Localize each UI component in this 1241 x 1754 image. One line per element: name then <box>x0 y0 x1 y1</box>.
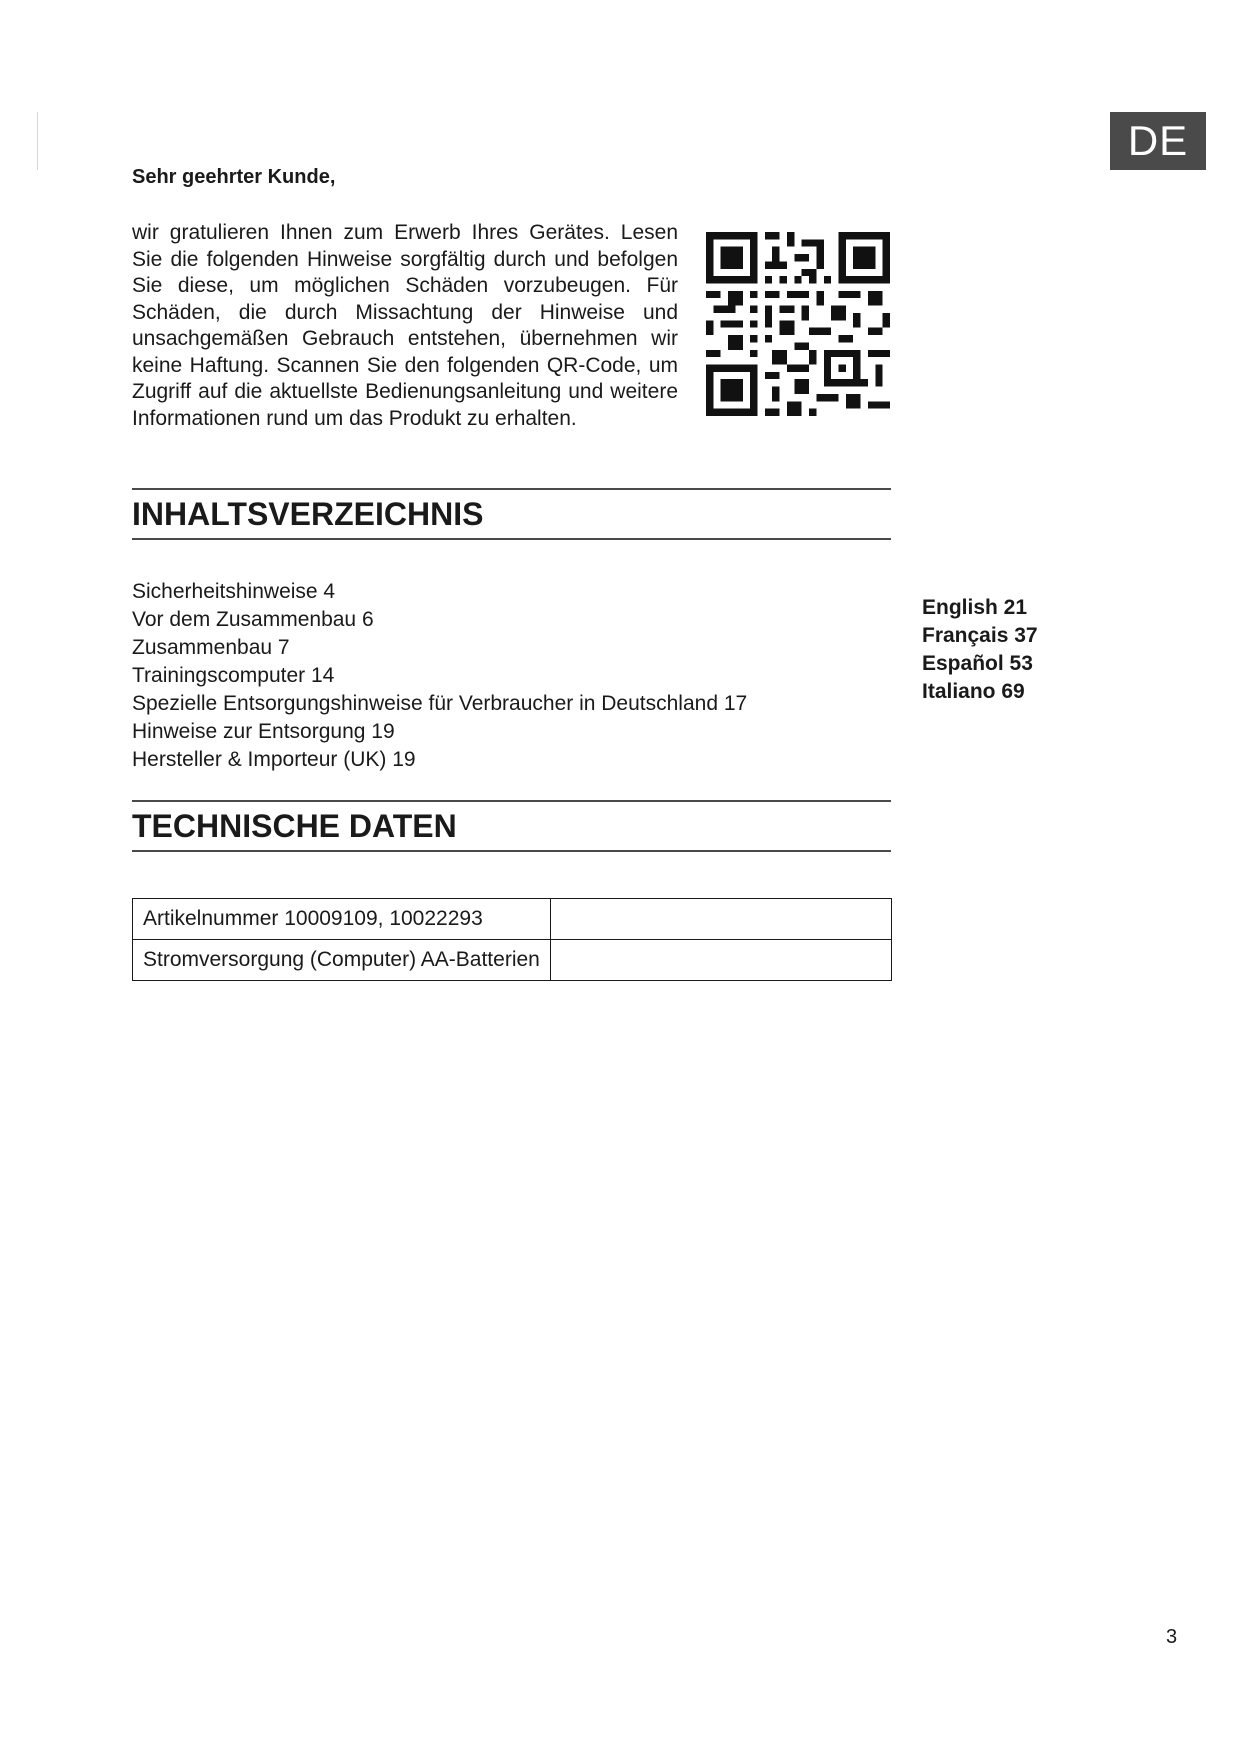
language-index <box>922 594 1038 706</box>
toc-item[interactable]: Trainingscomputer 14 <box>132 664 335 687</box>
spec-label: Artikelnummer <box>143 907 279 930</box>
language-link-spanish[interactable]: Español 53 <box>922 652 1033 675</box>
spec-value: 10009109, 10022293 <box>284 907 483 930</box>
specs-top-rule <box>132 800 891 802</box>
language-badge: DE <box>1110 112 1206 170</box>
language-link-italian[interactable]: Italiano 69 <box>922 680 1025 703</box>
language-link-english[interactable]: English 21 <box>922 596 1028 619</box>
spec-cell-empty <box>550 940 891 981</box>
toc-item[interactable]: Spezielle Entsorgungshinweise für Verbraucher in Deutschland 17 <box>132 692 748 715</box>
spec-cell <box>133 940 551 981</box>
page-edge-line <box>37 112 38 170</box>
spec-cell <box>133 899 551 940</box>
spec-cell-empty <box>550 899 891 940</box>
toc-item[interactable]: Hersteller & Importeur (UK) 19 <box>132 748 416 771</box>
toc-item[interactable]: Hinweise zur Entsorgung 19 <box>132 720 395 743</box>
qr-code-icon[interactable] <box>706 232 890 416</box>
table-row <box>133 940 892 981</box>
toc-item[interactable]: Vor dem Zusammenbau 6 <box>132 608 374 631</box>
spec-value: AA-Batterien <box>420 948 540 971</box>
specs-title: TECHNISCHE DATEN <box>132 808 457 844</box>
greeting: Sehr geehrter Kunde, <box>132 166 336 188</box>
toc-title: INHALTSVERZEICHNIS <box>132 496 484 532</box>
specs-bottom-rule <box>132 850 891 852</box>
page-number: 3 <box>1166 1626 1178 1648</box>
toc-item[interactable]: Zusammenbau 7 <box>132 636 290 659</box>
specs-table <box>132 898 892 981</box>
toc-bottom-rule <box>132 538 891 540</box>
table-of-contents <box>132 578 747 774</box>
toc-top-rule <box>132 488 891 490</box>
spec-label: Stromversorgung (Computer) <box>143 948 417 971</box>
intro-paragraph: wir gratulieren Ihnen zum Erwerb Ihres Gerätes. Lesen Sie die folgenden Hinweise sorgfältig durch und befolgen Sie diese, um möglichen Schäden vorzubeugen. Für Schäden, die durch Missachtung der Hinweise und unsachgemäßen Gebrauch entstehen, übernehmen wir keine Haftung. Scannen Sie den folgenden QR-Code, um Zugriff auf die aktuellste Bedienungsanleitung und weitere Informationen rund um das Produkt zu erhalten. <box>132 221 678 430</box>
language-link-french[interactable]: Français 37 <box>922 624 1038 647</box>
toc-item[interactable]: Sicherheitshinweise 4 <box>132 580 336 603</box>
table-row <box>133 899 892 940</box>
